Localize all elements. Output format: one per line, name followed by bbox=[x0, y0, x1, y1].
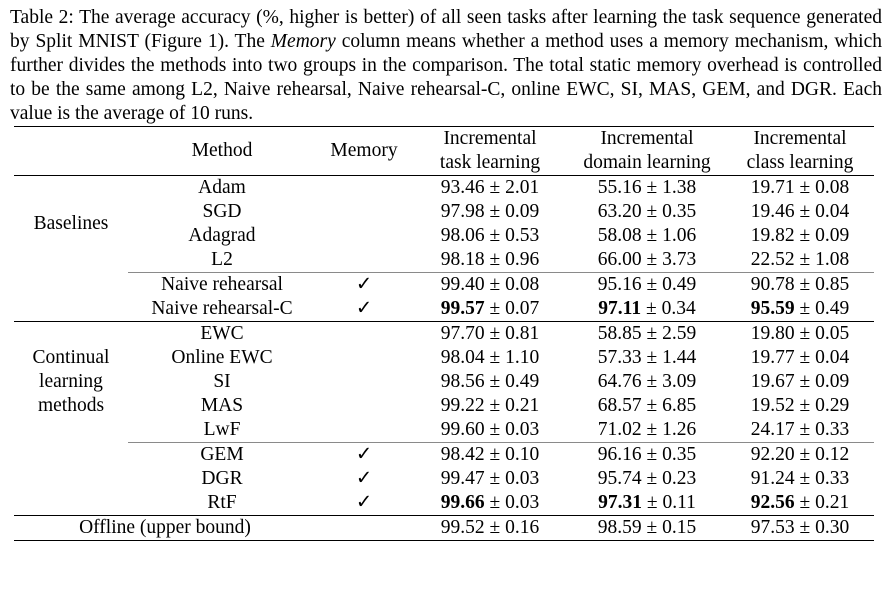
domain-cell: 68.57 ± 6.85 bbox=[597, 395, 697, 416]
method-cell: RtF bbox=[207, 492, 237, 513]
table-caption bbox=[10, 6, 882, 126]
method-cell: EWC bbox=[200, 323, 244, 344]
table-row bbox=[14, 297, 874, 322]
header-domain-learning bbox=[568, 127, 726, 176]
caption-memory-italic: Memory bbox=[270, 31, 336, 52]
method-cell: Online EWC bbox=[171, 347, 273, 368]
group-spacer bbox=[14, 297, 128, 322]
domain-cell: 55.16 ± 1.38 bbox=[597, 177, 697, 198]
method-cell: Adam bbox=[198, 177, 246, 198]
caption-text-part1: Table 2: The average accuracy (%, higher is better) of all seen tasks after learning the task sequence generated by Split MNIST (Figure 1). The bbox=[10, 7, 882, 52]
header-task-line1: Incremental bbox=[443, 128, 537, 149]
task-cell: 97.98 ± 0.09 bbox=[440, 201, 540, 222]
task-cell: 93.46 ± 2.01 bbox=[440, 177, 540, 198]
header-row bbox=[14, 127, 874, 176]
memory-cell bbox=[316, 200, 412, 224]
header-group-cell bbox=[14, 127, 128, 176]
method-cell: SI bbox=[213, 371, 231, 392]
table-row bbox=[14, 491, 874, 516]
task-cell: 99.40 ± 0.08 bbox=[412, 273, 568, 298]
memory-cell: ✓ bbox=[355, 298, 373, 319]
group-spacer bbox=[14, 443, 128, 468]
class-cell: 92.20 ± 0.12 bbox=[726, 443, 874, 468]
group-spacer bbox=[14, 273, 128, 298]
table-row bbox=[14, 467, 874, 491]
table-row bbox=[14, 394, 874, 418]
task-cell: 99.47 ± 0.03 bbox=[440, 468, 540, 489]
header-domain-line1: Incremental bbox=[600, 128, 694, 149]
task-cell: 98.56 ± 0.49 bbox=[440, 371, 540, 392]
group-spacer bbox=[14, 491, 128, 516]
memory-cell bbox=[316, 176, 412, 201]
method-cell: Naive rehearsal bbox=[128, 273, 316, 298]
task-cell: 99.52 ± 0.16 bbox=[440, 517, 540, 538]
task-cell: 99.60 ± 0.03 bbox=[440, 419, 540, 440]
header-task-learning bbox=[412, 127, 568, 176]
task-cell: 98.06 ± 0.53 bbox=[440, 225, 540, 246]
offline-row bbox=[14, 516, 874, 541]
task-cell: 99.57 ± 0.07 bbox=[440, 298, 540, 319]
class-cell: 19.71 ± 0.08 bbox=[750, 177, 850, 198]
memory-cell bbox=[316, 224, 412, 248]
class-cell: 19.46 ± 0.04 bbox=[750, 201, 850, 222]
method-cell: GEM bbox=[128, 443, 316, 468]
domain-cell: 95.16 ± 0.49 bbox=[568, 273, 726, 298]
group-label-continual: Continual learning methods bbox=[32, 347, 110, 417]
task-cell: 97.70 ± 0.81 bbox=[440, 323, 540, 344]
table-row bbox=[14, 200, 874, 224]
table-row bbox=[14, 370, 874, 394]
domain-cell: 96.16 ± 0.35 bbox=[568, 443, 726, 468]
domain-cell: 97.31 ± 0.11 bbox=[598, 492, 696, 513]
class-cell: 19.52 ± 0.29 bbox=[750, 395, 850, 416]
task-cell: 98.18 ± 0.96 bbox=[440, 249, 540, 270]
class-cell: 24.17 ± 0.33 bbox=[750, 419, 850, 440]
task-cell: 99.22 ± 0.21 bbox=[440, 395, 540, 416]
header-domain-line2: domain learning bbox=[583, 152, 711, 173]
header-memory: Memory bbox=[330, 140, 398, 161]
memory-cell bbox=[316, 370, 412, 394]
method-cell: MAS bbox=[200, 395, 244, 416]
class-cell: 19.80 ± 0.05 bbox=[750, 323, 850, 344]
domain-cell: 64.76 ± 3.09 bbox=[597, 371, 697, 392]
domain-cell: 63.20 ± 0.35 bbox=[597, 201, 697, 222]
table-row bbox=[14, 248, 874, 273]
class-cell: 97.53 ± 0.30 bbox=[750, 517, 850, 538]
results-table bbox=[14, 126, 874, 541]
method-cell: Naive rehearsal-C bbox=[151, 298, 293, 319]
header-class-line2: class learning bbox=[746, 152, 854, 173]
memory-cell bbox=[316, 394, 412, 418]
offline-method-cell: Offline (upper bound) bbox=[79, 517, 251, 538]
memory-cell bbox=[316, 418, 412, 443]
task-cell: 98.42 ± 0.10 bbox=[412, 443, 568, 468]
header-class-learning bbox=[726, 127, 874, 176]
memory-cell: ✓ bbox=[355, 468, 373, 489]
memory-cell bbox=[316, 248, 412, 273]
class-cell: 92.56 ± 0.21 bbox=[750, 492, 850, 513]
method-cell: LwF bbox=[203, 419, 241, 440]
caption-text-part2: column means whether a method uses a memory mechanism, which further divides the methods into two groups in the comparison. The total static memory overhead is controlled to be the same among L2, Naive rehearsal, Naive rehearsal-C, online EWC, SI, MAS, GEM, and DGR. Each value is the average of 10 runs. bbox=[10, 31, 882, 124]
memory-cell: ✓ bbox=[316, 443, 412, 468]
domain-cell: 66.00 ± 3.73 bbox=[597, 249, 697, 270]
memory-cell: ✓ bbox=[355, 492, 373, 513]
method-cell: L2 bbox=[211, 249, 233, 270]
header-method: Method bbox=[191, 140, 253, 161]
class-cell: 22.52 ± 1.08 bbox=[750, 249, 850, 270]
class-cell: 91.24 ± 0.33 bbox=[750, 468, 850, 489]
table-row bbox=[14, 443, 874, 468]
table-row bbox=[14, 346, 874, 370]
class-cell: 19.82 ± 0.09 bbox=[750, 225, 850, 246]
domain-cell: 98.59 ± 0.15 bbox=[597, 517, 697, 538]
table-row bbox=[14, 322, 874, 347]
table-row bbox=[14, 224, 874, 248]
domain-cell: 95.74 ± 0.23 bbox=[597, 468, 697, 489]
group-label-baselines: Baselines bbox=[33, 213, 109, 235]
domain-cell: 58.85 ± 2.59 bbox=[597, 323, 697, 344]
header-class-line1: Incremental bbox=[753, 128, 847, 149]
table-row bbox=[14, 273, 874, 298]
memory-cell: ✓ bbox=[316, 273, 412, 298]
domain-cell: 58.08 ± 1.06 bbox=[597, 225, 697, 246]
table-row bbox=[14, 418, 874, 443]
domain-cell: 97.11 ± 0.34 bbox=[598, 298, 696, 319]
header-task-line2: task learning bbox=[439, 152, 541, 173]
method-cell: SGD bbox=[202, 201, 242, 222]
table-row bbox=[14, 176, 874, 201]
memory-cell bbox=[316, 322, 412, 347]
class-cell: 90.78 ± 0.85 bbox=[726, 273, 874, 298]
method-cell: DGR bbox=[201, 468, 243, 489]
domain-cell: 57.33 ± 1.44 bbox=[597, 347, 697, 368]
class-cell: 95.59 ± 0.49 bbox=[750, 298, 850, 319]
task-cell: 98.04 ± 1.10 bbox=[440, 347, 540, 368]
domain-cell: 71.02 ± 1.26 bbox=[597, 419, 697, 440]
memory-cell bbox=[316, 346, 412, 370]
class-cell: 19.77 ± 0.04 bbox=[750, 347, 850, 368]
method-cell: Adagrad bbox=[188, 225, 256, 246]
group-spacer bbox=[14, 467, 128, 491]
task-cell: 99.66 ± 0.03 bbox=[440, 492, 540, 513]
class-cell: 19.67 ± 0.09 bbox=[750, 371, 850, 392]
memory-cell bbox=[316, 516, 412, 541]
